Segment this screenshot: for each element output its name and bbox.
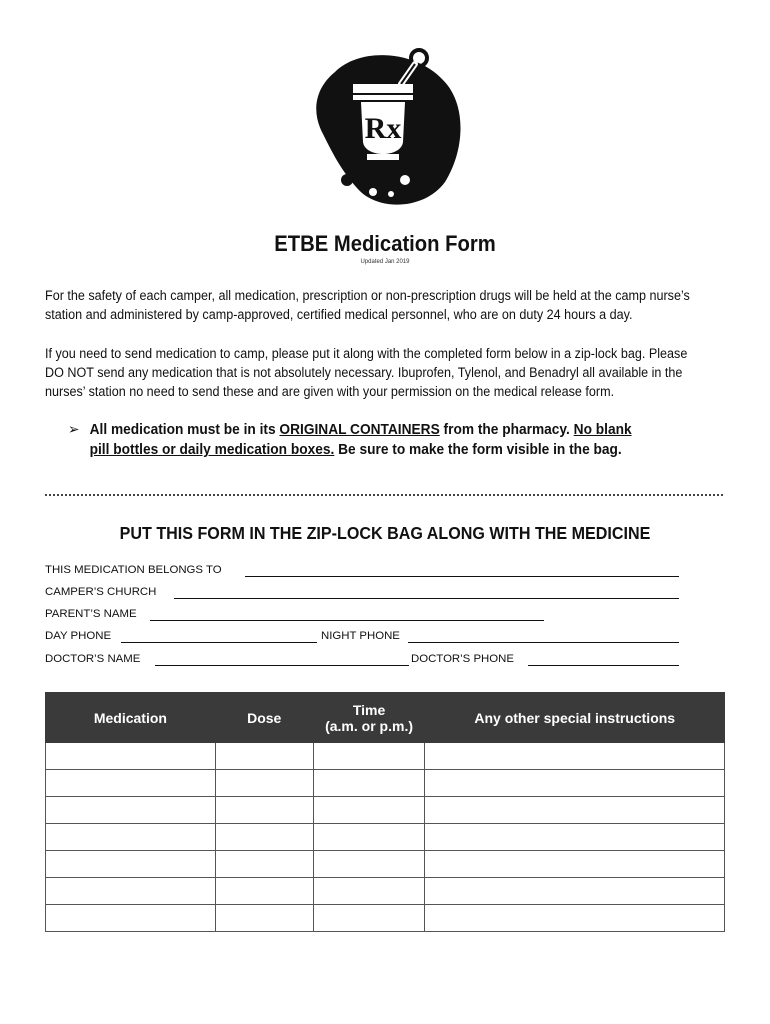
notice-emphasis: ORIGINAL CONTAINERS [279, 422, 440, 438]
instructions-cell[interactable] [425, 851, 725, 878]
notice-text [90, 420, 632, 460]
parent-name-field[interactable] [150, 620, 544, 621]
medication-column-header: Medication [46, 693, 216, 743]
notice-part: All medication must be in its [89, 422, 280, 438]
dose-cell[interactable] [215, 851, 313, 878]
table-header-row [46, 693, 725, 743]
belongs-to-label: THIS MEDICATION BELONGS TO [45, 564, 222, 576]
arrow-bullet-icon: ➢ [68, 422, 80, 438]
table-row [46, 878, 725, 905]
dose-cell[interactable] [215, 905, 313, 932]
instructions-cell[interactable] [425, 878, 725, 905]
rx-logo [305, 42, 465, 210]
doctor-row [45, 653, 685, 669]
notice-part: from the pharmacy. [439, 422, 574, 438]
time-header-subline: (a.m. or p.m.) [325, 717, 413, 734]
doctor-name-label: DOCTOR’S NAME [45, 653, 141, 665]
day-phone-label: DAY PHONE [45, 630, 112, 642]
time-cell[interactable] [313, 878, 425, 905]
table-row [46, 770, 725, 797]
time-cell[interactable] [313, 905, 425, 932]
logo-text: Rx [364, 112, 402, 145]
dose-cell[interactable] [215, 824, 313, 851]
church-label: CAMPER’S CHURCH [45, 586, 157, 598]
dose-cell[interactable] [215, 797, 313, 824]
updated-date: Updated Jan 2019 [360, 259, 410, 265]
belongs-to-row [45, 564, 685, 580]
table-row [46, 851, 725, 878]
page-title: ETBE Medication Form [274, 231, 496, 256]
intro-line: If you need to send medication to camp, please put it along with the completed form below in a zip-lock bag. Please [45, 346, 688, 361]
church-row [45, 586, 685, 602]
dose-cell[interactable] [215, 743, 313, 770]
table-row [46, 905, 725, 932]
medication-cell[interactable] [46, 851, 216, 878]
form-instruction-heading: PUT THIS FORM IN THE ZIP-LOCK BAG ALONG WITH THE MEDICINE [119, 523, 651, 543]
dose-cell[interactable] [215, 770, 313, 797]
time-cell[interactable] [313, 743, 425, 770]
notice-emphasis: pill bottles or daily medication boxes. [89, 442, 335, 458]
table-row [46, 797, 725, 824]
medication-cell[interactable] [46, 743, 216, 770]
time-header-line: Time [352, 701, 386, 718]
dose-cell[interactable] [215, 878, 313, 905]
belongs-to-field[interactable] [245, 576, 679, 577]
time-cell[interactable] [313, 851, 425, 878]
intro-paragraph-2 [45, 344, 694, 401]
medication-cell[interactable] [46, 770, 216, 797]
medication-cell[interactable] [46, 824, 216, 851]
intro-line: For the safety of each camper, all medication, prescription or non-prescription drugs will be held at the camp nurse’s [45, 288, 690, 303]
table-row [46, 824, 725, 851]
notice-emphasis: No blank [573, 422, 632, 438]
table-row [46, 743, 725, 770]
instructions-cell[interactable] [425, 770, 725, 797]
instructions-cell[interactable] [425, 905, 725, 932]
doctor-name-field[interactable] [155, 665, 409, 666]
medication-cell[interactable] [46, 878, 216, 905]
instructions-cell[interactable] [425, 743, 725, 770]
time-cell[interactable] [313, 824, 425, 851]
dose-column-header: Dose [215, 693, 313, 743]
time-cell[interactable] [313, 797, 425, 824]
medication-cell[interactable] [46, 797, 216, 824]
instructions-cell[interactable] [425, 797, 725, 824]
day-phone-field[interactable] [121, 642, 317, 643]
intro-line: station and administered by camp-approved, certified medical personnel, who are on duty 24 hours a day. [45, 307, 633, 322]
notice-part: Be sure to make the form visible in the bag. [334, 442, 622, 458]
intro-line: DO NOT send any medication that is not absolutely necessary. Ibuprofen, Tylenol, and Benadryl all available in the [45, 365, 683, 380]
instructions-column-header: Any other special instructions [425, 693, 725, 743]
medication-cell[interactable] [46, 905, 216, 932]
parent-label: PARENT’S NAME [45, 608, 137, 620]
time-column-header [313, 693, 425, 743]
medication-table [45, 692, 725, 932]
instructions-cell[interactable] [425, 824, 725, 851]
cut-line-divider [45, 494, 723, 496]
phone-row [45, 630, 685, 646]
parent-row [45, 608, 685, 624]
church-field[interactable] [174, 598, 679, 599]
doctor-phone-field[interactable] [528, 665, 679, 666]
intro-line: nurses’ station no need to send these and are given with your permission on the medical release form. [45, 384, 615, 399]
doctor-phone-label: DOCTOR’S PHONE [411, 653, 514, 665]
time-cell[interactable] [313, 770, 425, 797]
night-phone-field[interactable] [408, 642, 679, 643]
mortar-pestle-icon [305, 42, 465, 210]
night-phone-label: NIGHT PHONE [321, 630, 400, 642]
intro-paragraph-1 [45, 286, 694, 324]
